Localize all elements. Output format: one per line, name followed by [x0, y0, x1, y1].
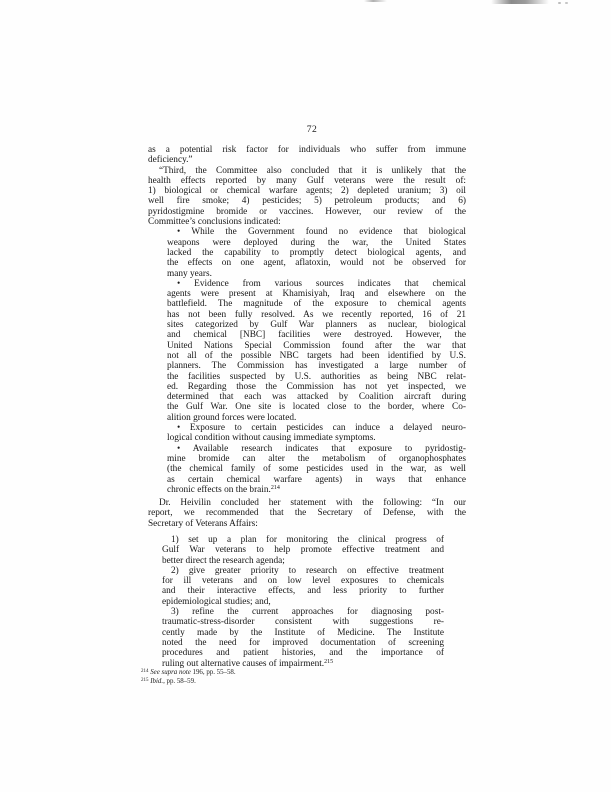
text-line: better direct the research agenda; [162, 555, 285, 566]
text-line: Committee’s conclusions indicated: [148, 217, 281, 228]
text-line: traumatic-stress-disorder consistent with suggestions re- [162, 617, 444, 628]
text-line: and chemical [NBC] facilities were destroyed. However, the [167, 330, 466, 341]
text-line: ruling out alternative causes of impairment.$^{215}$ [162, 658, 334, 669]
text-line: many years. [167, 268, 212, 279]
text-line: and their interactive effects, and less priority to further [162, 586, 444, 597]
text-line: determined that each was attacked by Coalition aircraft during [167, 392, 466, 403]
text-line: procedures and patient histories, and the importance of [162, 648, 444, 659]
text-line: battlefield. The magnitude of the exposure to chemical agents [167, 299, 466, 310]
text-line: not all of the possible NBC targets had been identified by U.S. [167, 350, 466, 361]
text-line: report, we recommended that the Secretary of Defense, with the [148, 508, 466, 519]
bullet-block [167, 227, 466, 278]
footnote-marker: 214 [141, 669, 149, 674]
text-line: Secretary of Veterans Affairs: [148, 518, 258, 529]
footnote-reference: 215 [324, 658, 334, 665]
footnote-citation: Ibid. [150, 678, 164, 686]
text-line: the effects on one agent, aflatoxin, would not be observed for [167, 258, 466, 269]
text-line: agents were present at Khamisiyah, Iraq and elsewhere on the [167, 289, 466, 300]
text-line: health effects reported by many Gulf veterans were the result of: [148, 175, 466, 186]
text-line: (the chemical family of some pesticides used in the war, as well [167, 464, 466, 475]
text-line: “Third, the Committee also concluded that it is unlikely that the [159, 165, 466, 176]
text-line: United Nations Special Commission found after the war that [167, 340, 466, 351]
numbered-block [162, 607, 444, 669]
footnote-marker: 215 [141, 678, 149, 684]
bullet-block [167, 444, 466, 495]
text-line: Gulf War veterans to help promote effective treatment and [162, 545, 444, 556]
numbered-block [162, 535, 444, 566]
text-line: the Gulf War. One site is located close to the border, where Co- [167, 402, 466, 413]
text-line: chronic effects on the brain.$^{214}$ [167, 484, 280, 495]
text-line: 1) set up a plan for monitoring the clinical progress of [171, 534, 444, 545]
footnotes-section [141, 668, 461, 687]
text-line: • Exposure to certain pesticides can induce a delayed neuro- [177, 423, 466, 434]
text-line: 2) give greater priority to research on effective treatment [171, 565, 444, 576]
numbered-block [162, 566, 444, 607]
text-line: • Available research indicates that exposure to pyridostig- [177, 443, 466, 454]
bullet-block [167, 423, 466, 444]
text-line: planners. The Commission has investigated a large number of [167, 361, 466, 372]
text-line: for ill veterans and on low level exposures to chemicals [162, 576, 444, 587]
text-line: deficiency.” [148, 155, 193, 166]
text-line: 1) biological or chemical warfare agents; 2) depleted uranium; 3) oil [148, 186, 466, 197]
text-line: logical condition without causing immediate symptoms. [167, 433, 376, 444]
text-line: sites categorized by Gulf War planners as nuclear, biological [167, 320, 466, 331]
text-line: has not been fully resolved. As we recently reported, 16 of 21 [167, 309, 466, 320]
text-line: 3) refine the current approaches for diagnosing post- [171, 607, 444, 618]
bullet-block [167, 279, 466, 423]
body-text-block [148, 145, 466, 669]
text-line: mine bromide can alter the metabolism of organophosphates [167, 453, 466, 464]
text-line: • While the Government found no evidence that biological [177, 227, 466, 238]
footnote: $^{215}$ Ibid., pp. 58–59. [141, 678, 196, 686]
text-line: alition ground forces were located. [167, 412, 297, 423]
text-line: ed. Regarding those the Commission has not yet inspected, we [167, 381, 466, 392]
scan-smudge-artifact [491, 0, 549, 4]
text-line: as a potential risk factor for individuals who suffer from immune [148, 145, 466, 155]
text-line: the facilities suspected by U.S. authorities as being NBC relat- [167, 371, 466, 382]
footnote-reference: 214 [270, 484, 280, 491]
text-line: cently made by the Institute of Medicine. The Institute [162, 627, 444, 638]
text-line: • Evidence from various sources indicates that chemical [177, 278, 466, 289]
para-block [148, 145, 466, 166]
text-line: well fire smoke; 4) pesticides; 5) petroleum products; and 6) [148, 196, 466, 207]
text-line: noted the need for improved documentation of screening [162, 637, 444, 648]
footnote-citation: See supra note [150, 669, 191, 676]
scan-smudge-artifact [364, 0, 387, 2]
para-indent-block [148, 498, 466, 529]
scan-speck-artifact [558, 2, 561, 4]
text-line: Dr. Heivilin concluded her statement with the following: “In our [159, 498, 466, 509]
text-line: weapons were deployed during the war, the United States [167, 237, 466, 248]
text-line: pyridostigmine bromide or vaccines. However, our review of the [148, 206, 466, 217]
footnote: $^{214}$ See supra note 196, pp. 55–58. [141, 669, 236, 676]
page-number: 72 [306, 124, 318, 135]
text-line: epidemiological studies; and, [162, 596, 271, 607]
para-indent-block [148, 166, 466, 228]
text-line: lacked the capability to promptly detect biological agents, and [167, 247, 466, 258]
text-line: as certain chemical warfare agents) in ways that enhance [167, 474, 466, 485]
